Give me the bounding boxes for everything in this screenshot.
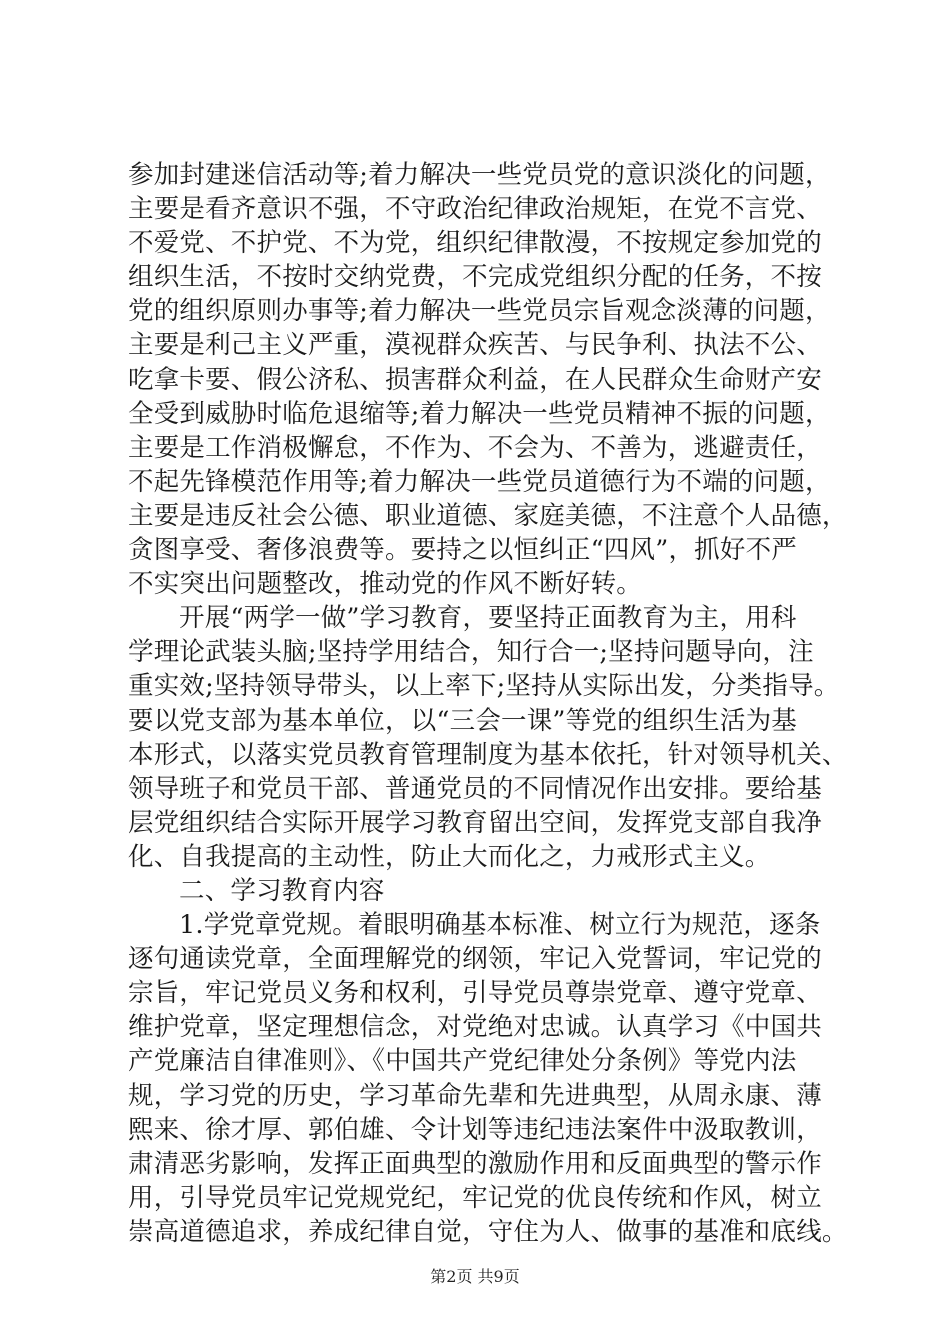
text-line: 组织生活，不按时交纳党费，不完成党组织分配的任务，不按 <box>128 262 822 293</box>
text-line: 不起先锋模范作用等;着力解决一些党员道德行为不端的问题， <box>128 466 831 497</box>
text-line: 党的组织原则办事等;着力解决一些党员宗旨观念淡薄的问题， <box>128 296 831 327</box>
text-line: 不爱党、不护党、不为党，组织纪律散漫，不按规定参加党的 <box>128 228 822 259</box>
text-line: 化、自我提高的主动性，防止大而化之，力戒形式主义。 <box>128 841 771 872</box>
text-line: 主要是违反社会公德、职业道德、家庭美德，不注意个人品德， <box>128 500 848 531</box>
page-footer: 第2页 共9页 <box>430 1267 520 1286</box>
text-line: 1.学党章党规。着眼明确基本标准、树立行为规范，逐条 <box>179 910 821 941</box>
text-line: 层党组织结合实际开展学习教育留出空间，发挥党支部自我净 <box>128 807 822 838</box>
text-line: 不实突出问题整改，推动党的作风不断好转。 <box>128 569 643 600</box>
text-line: 主要是利己主义严重，漠视群众疾苦、与民争利、执法不公、 <box>128 330 822 361</box>
text-line: 全受到威胁时临危退缩等;着力解决一些党员精神不振的问题， <box>128 398 831 429</box>
text-line: 产党廉洁自律准则》、《中国共产党纪律处分条例》等党内法 <box>128 1046 797 1077</box>
text-line: 熙来、徐才厚、郭伯雄、令计划等违纪违法案件中汲取教训， <box>128 1114 822 1145</box>
text-line: 开展“两学一做”学习教育，要坚持正面教育为主，用科 <box>179 603 797 634</box>
text-line: 参加封建迷信活动等;着力解决一些党员党的意识淡化的问题， <box>128 160 831 190</box>
text-line: 贪图享受、奢侈浪费等。要持之以恒纠正“四风”，抓好不严 <box>128 535 797 566</box>
text-line: 二、学习教育内容 <box>179 875 385 906</box>
text-line: 规，学习党的历史，学习革命先辈和先进典型，从周永康、薄 <box>128 1080 822 1111</box>
text-line: 主要是工作消极懈怠，不作为、不会为、不善为，逃避责任， <box>128 432 822 463</box>
text-line: 主要是看齐意识不强，不守政治纪律政治规矩，在党不言党、 <box>128 194 822 225</box>
text-line: 肃清恶劣影响，发挥正面典型的激励作用和反面典型的警示作 <box>128 1148 822 1179</box>
text-line: 逐句通读党章，全面理解党的纲领，牢记入党誓词，牢记党的 <box>128 944 822 975</box>
text-line: 要以党支部为基本单位，以“三会一课”等党的组织生活为基 <box>128 705 797 736</box>
document-body <box>128 158 848 1249</box>
text-line: 重实效;坚持领导带头，以上率下;坚持从实际出发，分类指导。 <box>128 671 840 702</box>
text-line: 崇高道德追求，养成纪律自觉，守住为人、做事的基准和底线。 <box>128 1216 848 1247</box>
text-line: 领导班子和党员干部、普通党员的不同情况作出安排。要给基 <box>128 773 822 804</box>
text-line: 维护党章，坚定理想信念，对党绝对忠诚。认真学习《中国共 <box>128 1012 822 1043</box>
text-line: 吃拿卡要、假公济私、损害群众利益，在人民群众生命财产安 <box>128 364 822 395</box>
text-line: 宗旨，牢记党员义务和权利，引导党员尊崇党章、遵守党章、 <box>128 978 822 1009</box>
text-line: 学理论武装头脑;坚持学用结合，知行合一;坚持问题导向，注 <box>128 637 814 668</box>
text-line: 本形式，以落实党员教育管理制度为基本依托，针对领导机关、 <box>128 739 848 770</box>
text-line: 用，引导党员牢记党规党纪，牢记党的优良传统和作风，树立 <box>128 1182 822 1213</box>
